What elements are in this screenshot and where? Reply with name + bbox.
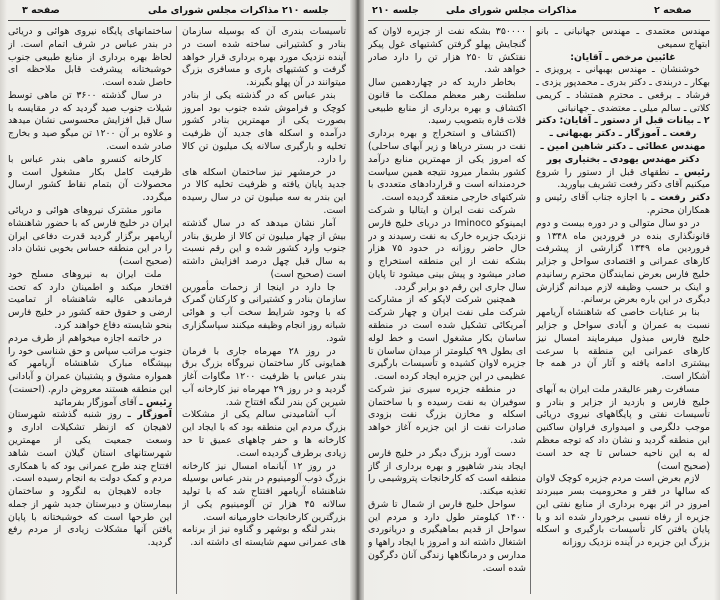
section-heading [536, 115, 710, 166]
paragraph-text: (اکتشاف و استخراج و بهره برداری نفت در بستر دریاها و زیر آبهای ساحلی) که امروز یکی از مهمترین منابع درآمد کشور بشمار میرود نتیجه همین سیاست خردمندانه است و قراردادهای متعددی با شرکتهای خارجی منعقد گردیده است. [368, 128, 526, 204]
paragraph-text: آقای آموزگار بفرمائید [53, 396, 137, 408]
paragraph-text: مهندس معتمدی ـ مهندس جهانبانی ـ بانو ابتهاج سمیعی [536, 26, 710, 50]
running-title: مذاکرات مجلس شورای ملی [148, 5, 279, 16]
paragraph-text: جاده لاهیجان به لنگرود و ساختمان بیمارستان و دبیرستان جدید شهر از جمله این طرحها است که خوشبختانه با پایان یافتن آنها مشکلات زیادی از مردم رفع گردید. [8, 486, 172, 549]
paragraph-text: در دو سال متوالی و در دوره بیست و دوم قانونگذاری بنده در فروردین ماه ۱۳۴۸ و فروردین ماه ۱۳۴۹ گزارشی از پیشرفت کارهای عمرانی و اقتصادی سواحل و جزایر خلیج فارس بعرض نمایندگان محترم رسانیدم و اینک بر حسب وظیفه لازم میدانم گزارش دیگری در این باره بعرض برسانم. [536, 217, 710, 306]
paragraph [182, 167, 346, 218]
paragraph [182, 90, 346, 167]
section-heading [536, 52, 710, 65]
paragraph-text: سواحل خلیج فارس از شمال تا شرق ۱۴۰۰ کیلومتر طول دارد و مردم این سواحل از قدیم بماهیگیری و دریانوردی اشتغال داشته اند و امروز با ایجاد راهها و مدارس و درمانگاهها زندگی آنان دگرگون شده است. [368, 498, 526, 574]
page-number: صفحه ۳ [22, 5, 60, 16]
paragraph [8, 90, 172, 154]
session-number: جلسه ۲۱۰ [372, 5, 419, 16]
paragraph-text: غائبین مرخص ـ آقایان: [570, 51, 676, 63]
paragraph-text: با اجازه جناب آقای رئیس و همکاران محترم. [536, 192, 710, 216]
paragraph-text: ساختمانهای پایگاه نیروی هوائی و دریائی در بندر عباس در شرف اتمام است. از لحاظ بهره برداری از منابع طبیعی جنوب خوشبختانه پیشرفت قابل ملاحظه ای حاصل شده است. [8, 26, 172, 89]
speaker-name: دکتر رفعت ـ [651, 192, 710, 204]
paragraph [182, 461, 346, 525]
paragraph-text: ملت ایران به نیروهای مسلح خود افتخار میکند و اطمینان دارد که تحت فرماندهی عالیه شاهنشاه از تمامیت ارضی و حقوق حقه کشور در خلیج فارس بنحو شایسته دفاع خواهند کرد. [8, 268, 172, 331]
paragraph-text: مانور مشترک نیروهای هوائی و دریائی ایران در خلیج فارس که با حضور شاهنشاه آریامهر برگزار گردید قدرت دفاعی ایران را در این منطقه حساس بخوبی نشان داد. (صحیح است) [8, 204, 172, 268]
paragraph-text: در خرمشهر نیز ساختمان اسکله های جدید پایان یافته و ظرفیت تخلیه کالا در این بندر به سه میلیون تن در سال رسیده است. [182, 166, 346, 216]
paragraph-text: آب آشامیدنی سالم یکی از مشکلات بزرگ مردم این منطقه بود که با ایجاد این کارخانه ها و حفر چاههای عمیق تا حد زیادی برطرف گردیده است. [182, 409, 346, 459]
page-2 [364, 0, 720, 600]
page-number: صفحه ۲ [654, 5, 692, 16]
paragraph-text: آمار نشان میدهد که در سال گذشته بیش از چهار میلیون تن کالا از طریق بنادر جنوب وارد کشور شده و این رقم نسبت به سال قبل چهل درصد افزایش داشته است (صحیح است) [182, 217, 346, 280]
paragraph-text: در روز ۲۸ مهرماه جاری با فرمان همایونی کار ساختمان نیروگاه بزرگ برق بندر عباس با ظرفیت ۱۲۰۰ مگاوات آغاز گردید و در روز ۲۹ مهرماه نیز کارخانه آب شیرین کن بندر لنگه افتتاح شد. [182, 345, 346, 408]
paragraph [536, 307, 710, 384]
paragraph [182, 409, 346, 460]
paragraph-text: شرکت نفت ایران و ایتالیا و شرکت ایمینوکو Iminoco در دریای خلیج فارس نزدیک جزیره خارک به نفت رسیدند و در حال حاضر روزانه در حدود ۷۵ هزار بشکه نفت از این منطقه استخراج و صادر میشود و پیش بینی میشود تا پایان سال جاری این رقم دو برابر گردد. [368, 204, 526, 293]
paragraph-text: بندر لنگه و بوشهر و گناوه نیز از برنامه های عمرانی سهم شایسته ای داشته اند. [182, 524, 346, 549]
paragraph-text: روز شنبه گذشته شهرستان لاهیجان که ازنظر تشکیلات اداری و وسعت جمعیت یکی از مهمترین شهرستانهای استان گیلان است شاهد افتتاح چند طرح عمرانی بود که با همکاری مردم و کمک دولت به انجام رسیده است. [8, 409, 172, 485]
paragraph [8, 269, 172, 333]
paragraph [8, 333, 172, 397]
column-divider [176, 26, 177, 594]
paragraph [8, 486, 172, 550]
paragraph-text: بندر عباس که در گذشته یکی از بنادر کوچک و فراموش شده جنوب بود امروز بصورت یکی از مهمترین بنادر کشور درآمده و اسکله های جدید آن ظرفیت تخلیه و بارگیری سالانه یک میلیون تن کالا را دارد. [182, 89, 346, 165]
paragraph [368, 294, 526, 383]
paragraph-text: جا دارد در اینجا از زحمات مأمورین سازمان بنادر و کشتیرانی و کارکنان گمرک که با وجود شرایط سخت آب و هوائی شبانه روز انجام وظیفه میکنند سپاسگزاری شود. [182, 281, 346, 344]
paragraph-text: همچنین شرکت لاپکو که از مشارکت شرکت ملی نفت ایران و چهار شرکت آمریکائی تشکیل شده است در منطقه ساسان بکار مشغول است و خط لوله ای بطول ۹۹ کیلومتر از میدان ساسان تا جزیره لاوان کشیده و تأسیسات بارگیری عظیمی در این جزیره ایجاد کرده است. [368, 294, 526, 383]
running-title: مذاکرات مجلس شورای ملی [446, 5, 577, 16]
paragraph [8, 154, 172, 205]
paragraph-text: بخاطر دارید که در چهاردهمین سال سلطنت رهبر معظم مملکت ما قانون اکتشاف و بهره برداری از منابع طبیعی فلات قاره بتصویب رسید. [368, 77, 526, 127]
paragraph [536, 384, 710, 473]
speaker-name: رئیس ـ [674, 166, 710, 178]
paragraph [368, 448, 526, 499]
paragraph-text: ۲ ـ بیانات قبل از دستور ـ آقایان: دکتر رفعت ـ آموزگار ـ دکتر بهبهانی ـ مهندس عطائی ـ دکتر شاهین امین ـ دکتر مهندس یهودی ـ بختیاری پور [536, 115, 710, 165]
paragraph-text: لازم بعرض است مردم جزیره کوچک لاوان که سالها در فقر و محرومیت بسر میبردند امروز در اثر بهره برداری از منابع نفتی این جزیره از رفاه نسبی برخوردار شده اند و با پایان یافتن کار تأسیسات بارگیری و اسکله بزرگ این جزیره در آینده نزدیک روزانه [536, 473, 710, 549]
paragraph-text: نطقهای قبل از دستور را شروع میکنیم آقای دکتر رفعت تشریف بیاورید. [536, 166, 710, 191]
paragraph-text: در منطقه جزیره سیری نیز شرکت سوفیران به نفت رسیده و با ساختمان اسکله و مخازن بزرگ نفت بزودی صادرات نفت از این جزیره آغاز خواهد شد. [368, 383, 526, 446]
paragraph-text: تأسیسات بندری آن که بوسیله سازمان بنادر و کشتیرانی ساخته شده است در آینده نزدیک مورد بهره برداری قرار خواهد گرفت و کشتیهای باری و مسافری بزرگ میتوانند در آن پهلو بگیرند. [182, 26, 346, 89]
paragraph [368, 384, 526, 448]
session-number: جلسه ۲۱۰ [282, 5, 329, 16]
paragraph-text: مسافرت رهبر عالیقدر ملت ایران به آبهای خلیج فارس و بازدید از جزایر و بنادر و تأسیسات نفتی و پایگاههای نیروی دریائی موجب دلگرمی و امیدواری فراوان ساکنین این منطقه گردید و نشان داد که توجه معظم له به این ناحیه حساس تا چه حد است (صحیح است) [536, 383, 710, 472]
paragraph-text: بنا بر عنایات خاصی که شاهنشاه آریامهر نسبت به عمران و آبادی سواحل و جزایر خلیج فارس مبذول میفرمایند امسال نیز کارهای عمرانی این منطقه با سرعت بیشتری ادامه یافته و آثار آن در همه جا آشکار است. [536, 307, 710, 383]
paragraph [182, 282, 346, 346]
paragraph-text: در روز ۱۲ آبانماه امسال نیز کارخانه بزرگ ذوب آلومینیوم در بندر عباس بوسیله شاهنشاه آریامهر افتتاح شد که با تولید سالانه ۴۵ هزار تن آلومینیوم یکی از بزرگترین کارخانجات خاورمیانه است. [182, 460, 346, 523]
paragraph [368, 128, 526, 205]
text-column-right [182, 26, 346, 594]
text-column-right [536, 26, 710, 594]
paragraph [8, 26, 172, 90]
page-3 [0, 0, 352, 600]
paragraph [368, 499, 526, 576]
paragraph [182, 524, 346, 550]
paragraph [368, 26, 526, 77]
paragraph-text: خوشنشان ـ مهندس بهبهانی ـ پرویزی ـ بهکار ـ دربندی ـ دکتر بدری ـ محمدپور یزدی ـ فرشاد ـ برقعی ـ محترم همتشاد ـ کریمی کلاتی ـ سالم میلی ـ معتضدی ـ جهانبانی [536, 64, 710, 114]
paragraph [536, 64, 710, 115]
paragraph [368, 205, 526, 294]
paragraph [536, 473, 710, 550]
paragraph-text: در خاتمه اجازه میخواهم از طرف مردم جنوب مراتب سپاس و حق شناسی خود را بپیشگاه مبارک شاهنشاه آریامهر که همواره مشوق و پشتیبان عمران و آبادانی این منطقه هستند معروض دارم. (احسنت) [8, 332, 172, 395]
paragraph [182, 26, 346, 90]
speech [8, 409, 172, 486]
paragraph [182, 218, 346, 282]
paragraph [536, 26, 710, 52]
speaker-name: آموزگار ـ [127, 409, 172, 421]
paragraph [182, 346, 346, 410]
header-rule [8, 20, 346, 21]
paragraph-text: دست آورد بزرگ دیگر در خلیج فارس ایجاد بندر شاهپور و بهره برداری از گاز منطقه است که کارخانجات پتروشیمی را تغذیه میکند. [368, 447, 526, 498]
paragraph-text: ۳۵۰۰۰۰ بشکه نفت از جزیره لاوان که گنجایش پهلو گرفتن کشتیهای غول پیکر نفتکش تا ۲۵۰ هزار تن را دارد صادر خواهد شد. [368, 26, 526, 76]
speech [536, 192, 710, 218]
text-column-left [8, 26, 172, 594]
speaker-name: رئیس ـ [139, 396, 172, 408]
paragraph-text: کارخانه کنسرو ماهی بندر عباس با ظرفیت کامل بکار مشغول است و محصولات آن بتمام نقاط کشور ارسال میگردد. [8, 153, 172, 204]
paragraph [368, 77, 526, 128]
paragraph [8, 205, 172, 269]
speech [8, 397, 172, 410]
column-divider [530, 26, 531, 594]
text-column-left [368, 26, 526, 594]
speech [536, 167, 710, 193]
header-rule [368, 20, 710, 21]
paragraph [536, 218, 710, 307]
paragraph-text: در سال گذشته ۳۶۰۰ تن ماهی توسط شیلات جنوب صید گردید که در مقایسه با سال قبل افزایش محسوسی نشان میدهد و علاوه بر آن ۱۲۰۰ تن میگو صید و بخارج صادر شده است. [8, 89, 172, 153]
